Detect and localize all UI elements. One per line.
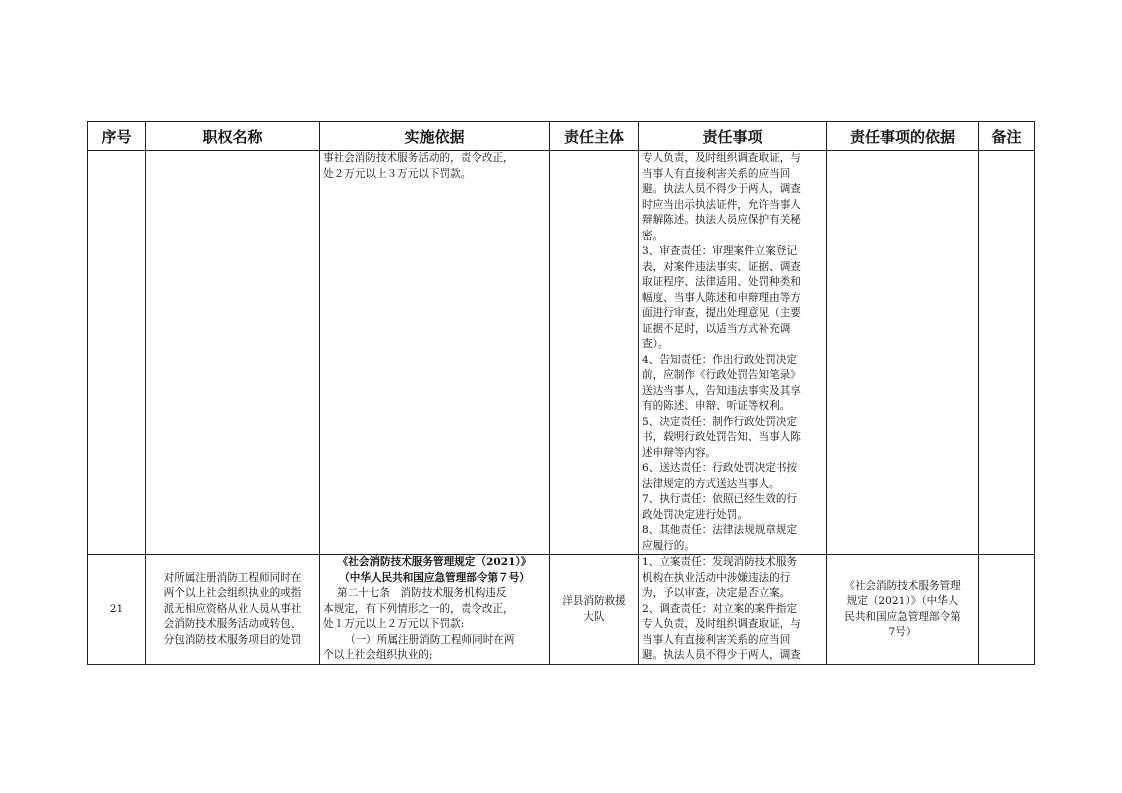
duty-line: 应履行的。 [642,539,695,552]
duty-line: 取证程序、法律适用、处罚种类和 [642,276,801,288]
duty-line: 避。执法人员不得少于两人，调查 [642,649,801,661]
duty-line: 政处罚决定进行处罚。 [642,508,748,521]
header-responsible-subject: 责任主体 [550,122,639,151]
subject-line: 洋县消防救援 [562,595,626,607]
cell-authority-name [146,555,320,665]
duty-line: 证据不足时，以适当方式补充调 [642,322,791,335]
duty-line: 专人负责，及时组织调查取证，与 [642,152,801,164]
header-implementation-basis: 实施依据 [320,122,550,151]
header-remarks: 备注 [979,122,1035,151]
basis-line: 个以上社会组织执业的; [323,649,433,661]
basis-title-line: 《社会消防技术服务管理规定（2021）》 [337,556,532,568]
duty-line: 面进行审查，提出处理意见（主要 [642,307,801,319]
duty-line: 辩解陈述。执法人员应保护有关秘 [642,214,801,226]
duty-line: 为，予以审查，决定是否立案。 [642,587,791,599]
table-row [88,151,1035,555]
basis-line: 处１万元以上２万元以下罚款: [323,618,465,630]
name-line: 派无相应资格从业人员从事社 [163,602,302,615]
duty-line: 送达当事人，告知违法事实及其享 [642,384,801,397]
duty-line: 表，对案件违法事实、证据、调查 [642,260,801,273]
table-row [88,555,1035,665]
duty-basis-line: 7号） [888,626,917,638]
header-seq: 序号 [88,122,146,151]
duty-basis-line: 规定（2021）》（中华人 [846,595,959,607]
duty-line: 当事人有直接利害关系的应当回 [642,167,791,180]
duty-line: 避。执法人员不得少于两人，调查 [642,183,801,195]
cell-duty-basis [827,555,979,665]
duty-basis-line: 《社会消防技术服务管理 [844,579,961,592]
name-line: 分包消防技术服务项目的处罚 [163,633,302,646]
subject-line: 大队 [583,610,605,623]
duty-line: 6、送达责任：行政处罚决定书按 [642,462,798,474]
cell-duty-basis [827,151,979,555]
header-row [88,122,1035,151]
duty-line: 4、告知责任：作出行政处罚决定 [642,353,798,366]
duty-line: 查）。 [642,338,669,350]
name-line: 对所属注册消防工程师同时在 [163,571,302,584]
duty-line: 书，载明行政处罚告知、当事人陈 [642,431,801,443]
duty-line: 述申辩等内容。 [642,446,717,459]
duty-line: 法律规定的方式送达当事人。 [642,477,780,490]
duty-line: 当事人有直接利害关系的应当回 [642,633,791,646]
name-line: 两个以上社会组织执业的或指 [163,587,302,600]
duty-line: 幅度、当事人陈述和申辩理由等方 [642,291,801,304]
duty-line: 机构在执业活动中涉嫌违法的行 [642,571,791,584]
duty-line: 1、立案责任：发现消防技术服务 [642,556,798,568]
basis-line: 事社会消防技术服务活动的，责令改正， [323,152,514,164]
header-responsibility-items: 责任事项 [639,122,827,151]
duty-line: 2、调查责任：对立案的案件指定 [642,602,798,615]
duty-line: 8、其他责任：法律法规规章规定 [642,524,798,536]
header-responsibility-basis: 责任事项的依据 [827,122,979,151]
basis-title-line: （中华人民共和国应急管理部令第７号） [339,571,530,584]
duty-line: 3、审查责任：审理案件立案登记 [642,245,798,257]
cell-seq [88,151,146,555]
basis-line: 处２万元以上３万元以下罚款。 [323,167,472,180]
name-line: 会消防技术服务活动或转包、 [163,618,302,631]
cell-subject [550,151,639,555]
cell-duties [639,555,827,665]
duty-line: 时应当出示执法证件，允许当事人 [642,198,801,211]
responsibility-table [87,121,1035,665]
duty-line: 7、执行责任：依照已经生效的行 [642,493,798,505]
cell-remark [979,555,1035,665]
cell-authority-name [146,151,320,555]
duty-basis-line: 民共和国应急管理部令第 [844,610,961,623]
basis-line: 本规定，有下列情形之一的，责令改正， [323,602,514,615]
cell-subject [550,555,639,665]
basis-line: （一）所属注册消防工程师同时在两 [345,633,515,646]
cell-remark [979,151,1035,555]
cell-basis [320,555,550,665]
cell-basis [320,151,550,555]
basis-line: 第二十七条 消防技术服务机构违反 [337,587,507,599]
header-authority-name: 职权名称 [146,122,320,151]
duty-line: 专人负责，及时组织调查取证，与 [642,618,801,630]
cell-duties [639,151,827,555]
cell-seq: 21 [88,555,146,665]
duty-line: 有的陈述、申辩、听证等权利。 [642,400,791,412]
duty-line: 前，应制作《行政处罚告知笔录》 [642,369,801,381]
duty-line: 密。 [642,229,664,242]
duty-line: 5、决定责任：制作行政处罚决定 [642,415,798,428]
